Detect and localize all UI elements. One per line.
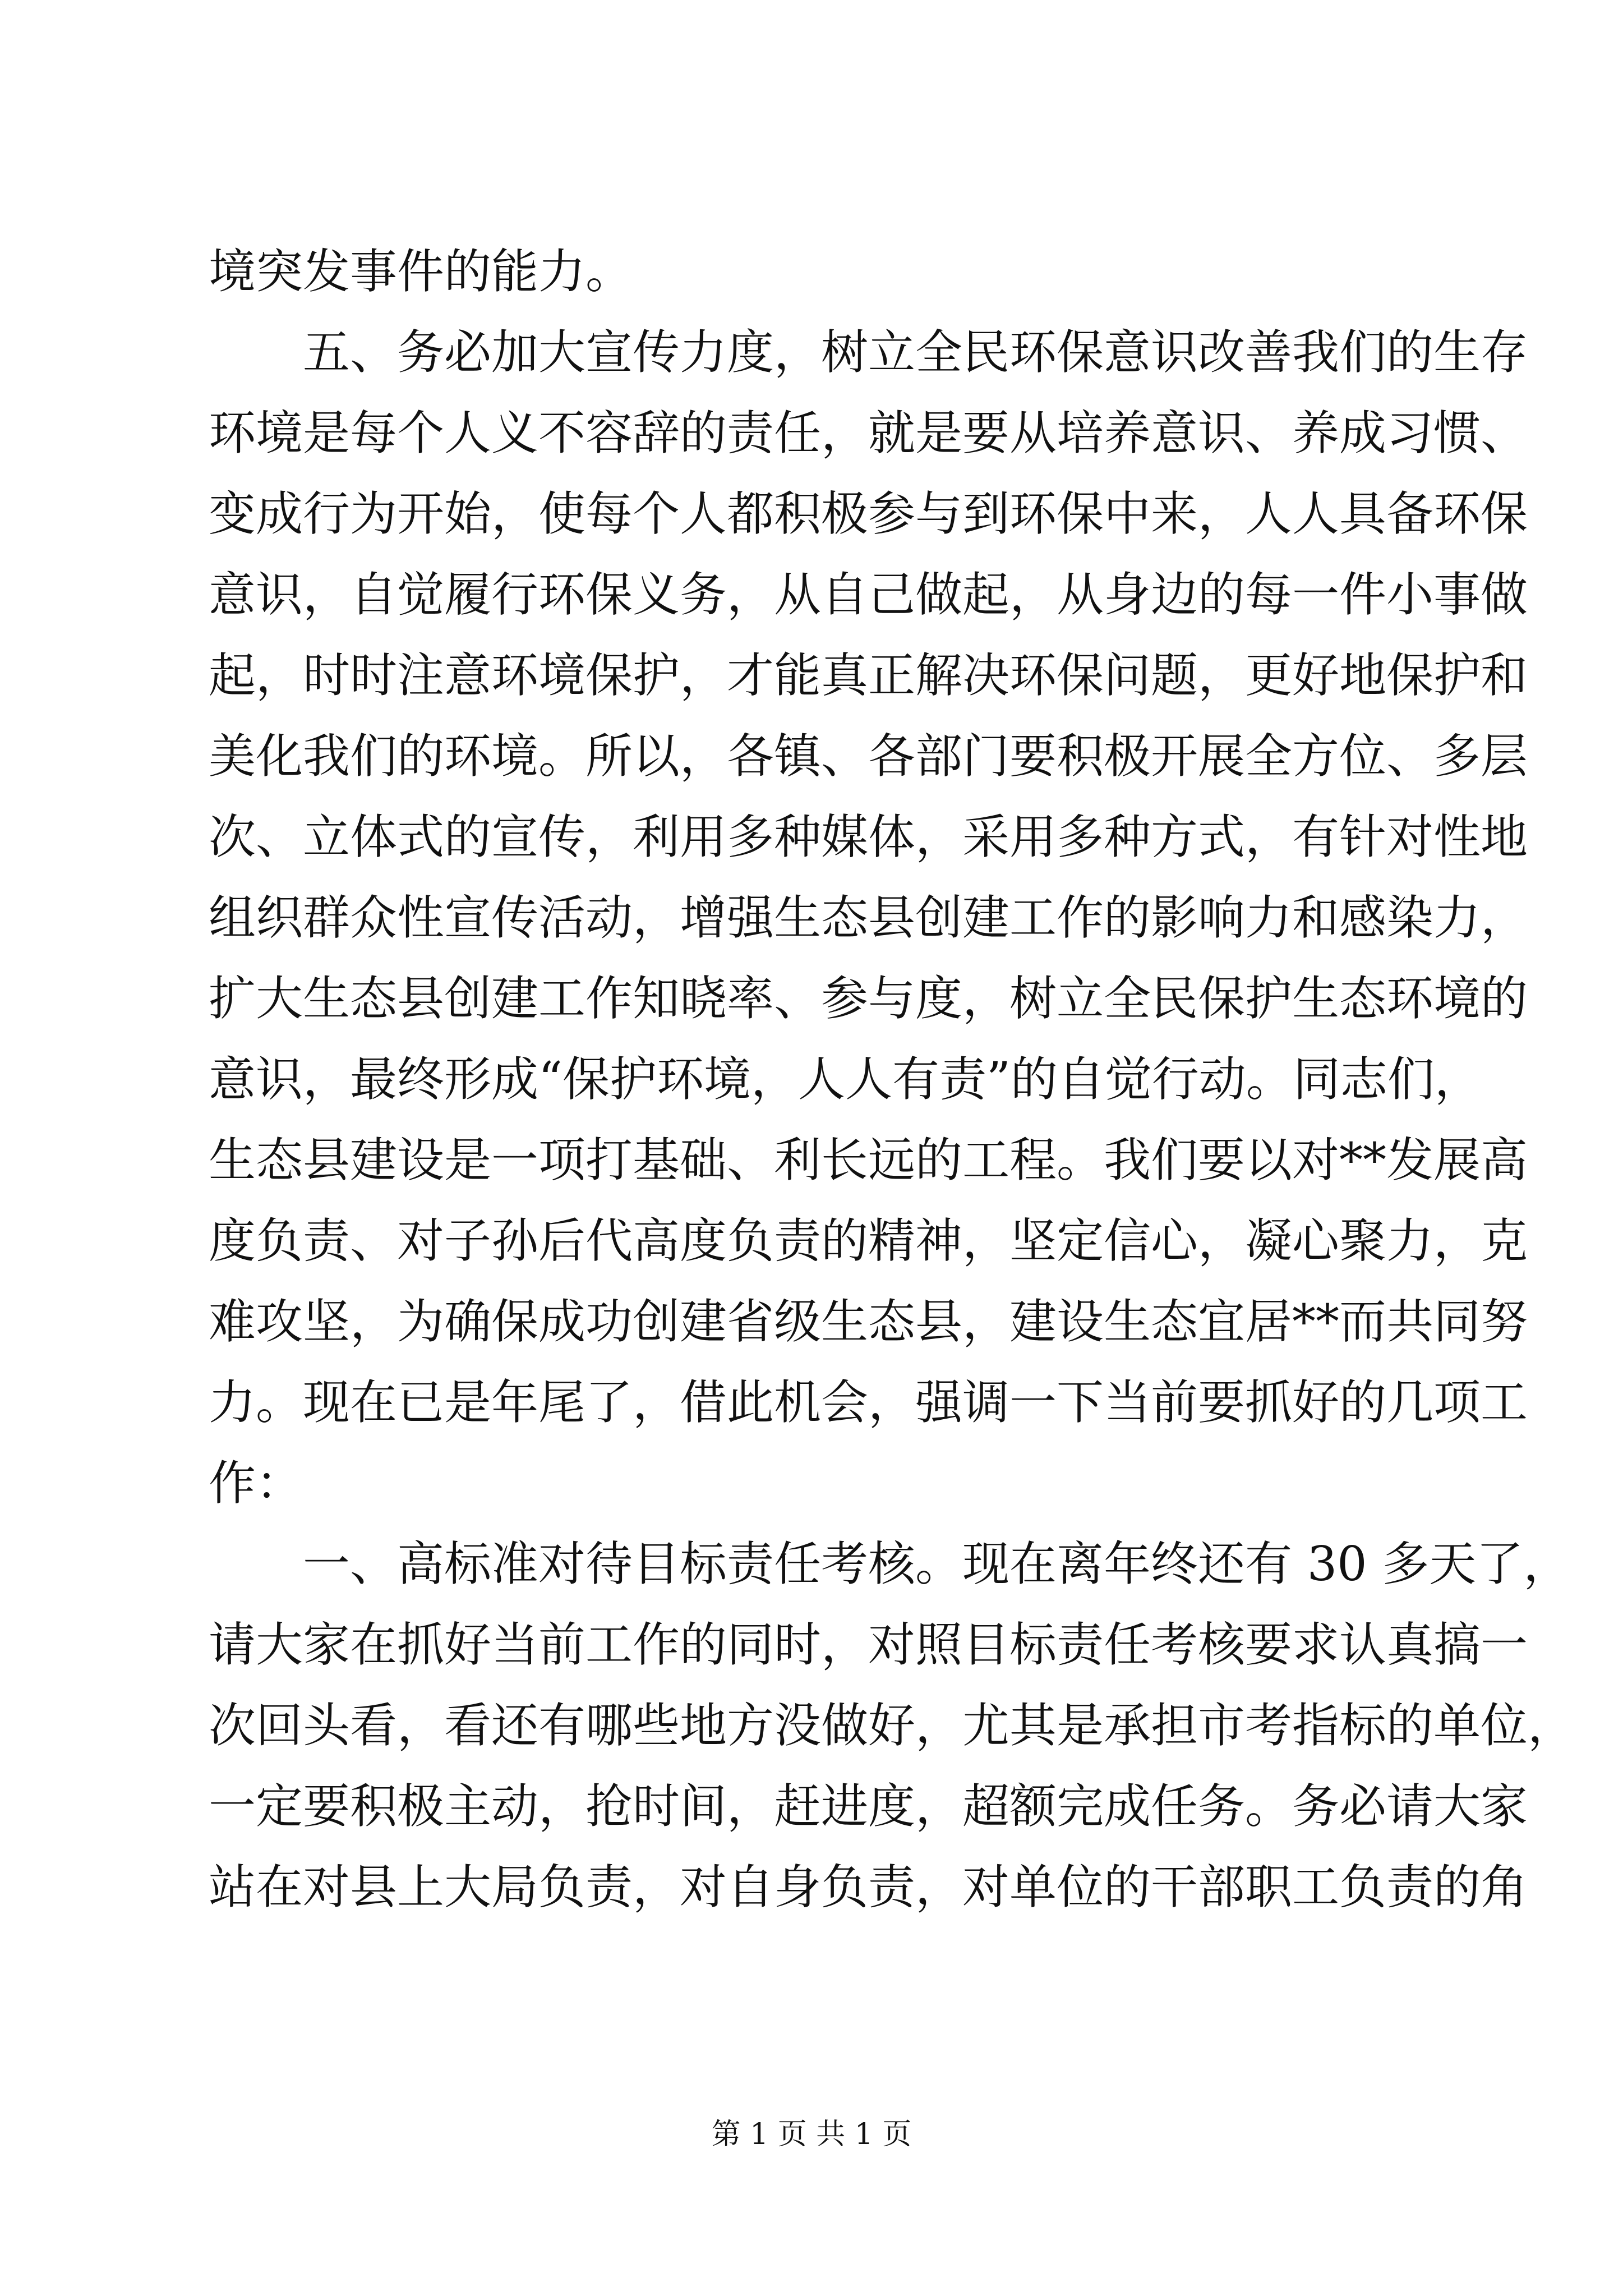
text-line: 美化我们的环境。所以，各镇、各部门要积极开展全方位、多层	[209, 729, 1528, 784]
text-line: 起，时时注意环境保护，才能真正解决环保问题，更好地保护和	[209, 648, 1528, 703]
text-line: 环境是每个人义不容辞的责任，就是要从培养意识、养成习惯、	[209, 406, 1528, 461]
text-line: 站在对县上大局负责，对自身负责，对单位的干部职工负责的角	[209, 1860, 1528, 1915]
page-footer: 第 1 页 共 1 页	[711, 2118, 912, 2151]
text-line: 次回头看，看还有哪些地方没做好，尤其是承担市考指标的单位，	[209, 1698, 1575, 1753]
text-line: 力。现在已是年尾了，借此机会，强调一下当前要抓好的几项工	[209, 1375, 1528, 1430]
text-line: 五、务必加大宣传力度，树立全民环保意识改善我们的生存	[303, 325, 1528, 380]
text-line: 一定要积极主动，抢时间，赶进度，超额完成任务。务必请大家	[209, 1779, 1528, 1834]
text-line: 意识，自觉履行环保义务，从自己做起，从身边的每一件小事做	[209, 567, 1528, 622]
text-line: 请大家在抓好当前工作的同时，对照目标责任考核要求认真搞一	[209, 1617, 1528, 1672]
text-line: 度负责、对子孙后代高度负责的精神，坚定信心，凝心聚力，克	[209, 1213, 1528, 1268]
text-line: 生态县建设是一项打基础、利长远的工程。我们要以对**发展高	[209, 1133, 1528, 1188]
text-line: 难攻坚，为确保成功创建省级生态县，建设生态宜居**而共同努	[209, 1294, 1528, 1349]
text-line: 境突发事件的能力。	[209, 244, 633, 299]
text-line: 作：	[209, 1456, 303, 1511]
text-line: 组织群众性宣传活动，增强生态县创建工作的影响力和感染力，	[209, 890, 1528, 945]
body-text	[209, 231, 1575, 1927]
text-line: 扩大生态县创建工作知晓率、参与度，树立全民保护生态环境的	[209, 971, 1528, 1026]
text-line: 意识，最终形成“保护环境，人人有责”的自觉行动。同志们，	[209, 1052, 1482, 1107]
text-line: 一、高标准对待目标责任考核。现在离年终还有 30 多天了，	[303, 1536, 1571, 1591]
text-line: 变成行为开始，使每个人都积极参与到环保中来，人人具备环保	[209, 486, 1528, 541]
text-line: 次、立体式的宣传，利用多种媒体，采用多种方式，有针对性地	[209, 809, 1528, 864]
